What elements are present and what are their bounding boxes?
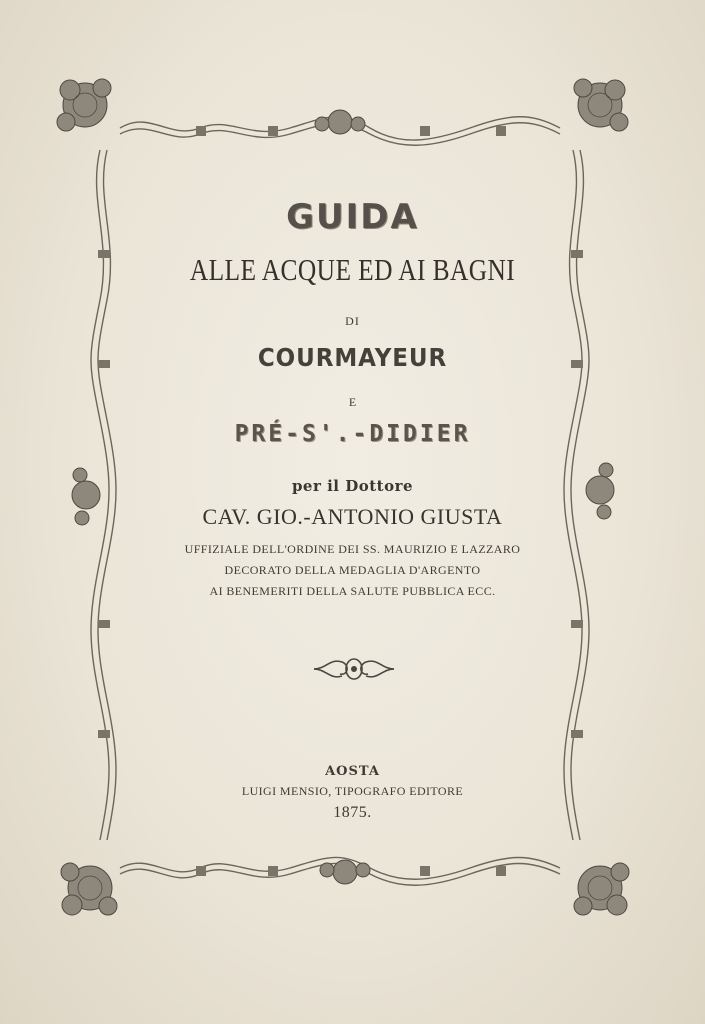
imprint-city: AOSTA: [325, 764, 380, 779]
title-courmayeur: COURMAYEUR: [257, 343, 448, 372]
floral-corner-icon: [61, 863, 117, 915]
title-e: E: [348, 395, 357, 409]
author-credential-2: DECORATO DELLA MEDAGLIA D'ARGENTO: [224, 563, 481, 577]
floral-corner-icon: [574, 79, 628, 131]
floral-corner-icon: [57, 79, 111, 131]
title-acque-bagni: ALLE ACQUE ED AI BAGNI: [189, 252, 516, 287]
imprint-year: 1875.: [333, 804, 372, 821]
author-credential-3: AI BENEMERITI DELLA SALUTE PUBBLICA ECC.: [209, 584, 496, 598]
imprint-publisher: LUIGI MENSIO, TIPOGRAFO EDITORE: [241, 784, 464, 798]
title-pre-st-didier: PRÉ-S'.-DIDIER: [234, 421, 471, 447]
author-credential-1: UFFIZIALE DELL'ORDINE DEI SS. MAURIZIO E LAZZARO: [184, 542, 521, 556]
title-di: DI: [345, 314, 360, 328]
author-intro: per il Dottore: [291, 477, 414, 495]
title-guida: GUIDA: [286, 197, 419, 237]
scroll-ornament-icon: [312, 652, 396, 686]
author-name: CAV. GIO.-ANTONIO GIUSTA: [202, 504, 503, 529]
floral-corner-icon: [574, 863, 629, 915]
